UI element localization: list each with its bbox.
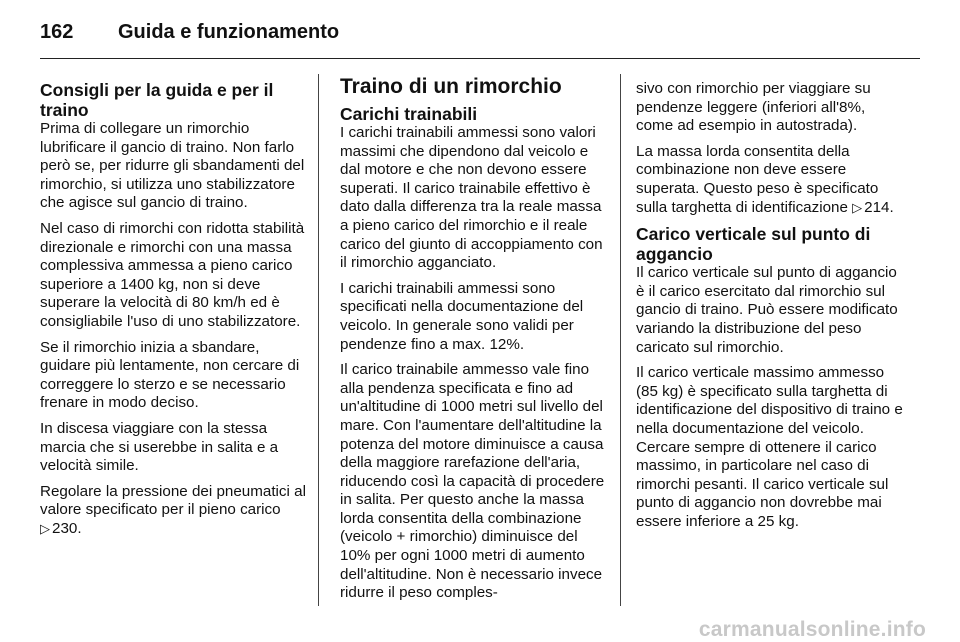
column-1 [40,80,310,545]
column-divider-1 [318,74,319,606]
page-ref[interactable]: 230. [52,519,82,537]
trailer-loads-subheading: Carichi trainabili [340,104,478,124]
paragraph: Il carico trainabile ammesso vale fino alla pendenza specificata e fino ad un'altitudine di 1000 metri sul livello del mare. Con l'aumentare dell'altitudine la potenza del motore diminuisce a causa della maggiore rarefazione dell'aria, riducendo così la capacità di procedere in salita. Per questo anche la massa lorda consentita della combinazione (veicolo + rimorchio) diminuisce del 10% per ogni 1000 metri di aumento dell'altitudine. Non è necessario invece ridurre il peso comples- [340,361,605,602]
page-ref[interactable]: 214. [864,198,894,216]
paragraph: Il carico verticale massimo ammesso (85 kg) è specificato sulla targhetta di identificazione del dispositivo di traino e nella documentazione del veicolo. Cercare sempre di ottenere il carico massimo, in particolare nel caso di rimorchi pesanti. Il carico verticale sul punto di aggancio non dovrebbe mai essere inferiore a 25 kg. [636,364,903,530]
page-ref-arrow-icon: ▷ [40,520,50,536]
paragraph: I carichi trainabili ammessi sono specificati nella documentazione del veicolo. In generale sono validi per pendenze fino a max. 12%. [340,279,584,353]
trailer-towing-heading: Traino di un rimorchio [340,75,562,98]
column-2 [340,76,605,610]
section-title: Guida e funzionamento [118,20,340,43]
column-3 [636,80,906,538]
page-header [40,14,339,50]
paragraph: Il carico verticale sul punto di aggancio è il carico esercitato dal rimorchio sul gancio di traino. Può essere modificato variando la distribuzione del peso caricato sul rimorchio. [636,264,898,356]
paragraph: In discesa viaggiare con la stessa marcia che si userebbe in salita e a velocità simile. [40,419,279,475]
paragraph [40,483,310,539]
paragraph: I carichi trainabili ammessi sono valori massimi che dipendono dal veicolo e dal motore e che non devono essere superati. Il carico trainabile effettivo è dato dalla differenza tra la reale massa a pieno carico del rimorchio e il reale carico del giunto di accoppiamento con il rimorchio agganciato. [340,124,603,272]
header-rule [40,58,920,59]
paragraph: Se il rimorchio inizia a sbandare, guidare più lentamente, non cercare di correggere lo sterzo e se necessario frenare in modo deciso. [40,338,300,412]
paragraph: sivo con rimorchio per viaggiare su pendenze leggere (inferiori all'8%, come ad esempio in autostrada). [636,80,871,135]
paragraph: Prima di collegare un rimorchio lubrificare il gancio di traino. Non farlo però se, per ridurre gli sbandamenti del rimorchio, si utilizza uno stabilizzatore che agisce sul gancio di traino. [40,120,305,212]
towing-tips-heading: Consigli per la guida e per il traino [40,80,274,120]
column-divider-2 [620,74,621,606]
paragraph [636,143,906,217]
paragraph-text: Regolare la pressione dei pneumatici al valore specificato per il pieno carico [40,482,306,519]
page-number: 162 [40,20,74,43]
paragraph: Nel caso di rimorchi con ridotta stabilità direzionale e rimorchi con una massa complessiva ammessa a pieno carico superiore a 1400 kg, non si deve superare la velocità di 80 km/h ed è consigliabile l'uso di uno stabilizzatore. [40,219,305,330]
paragraph-text: La massa lorda consentita della combinazione non deve essere superata. Questo peso è specificato sulla targhetta di identificazione [636,142,879,216]
watermark: carmanualsonline.info [698,618,926,641]
vertical-load-subheading: Carico verticale sul punto di aggancio [636,224,871,265]
page-ref-arrow-icon: ▷ [852,199,863,215]
